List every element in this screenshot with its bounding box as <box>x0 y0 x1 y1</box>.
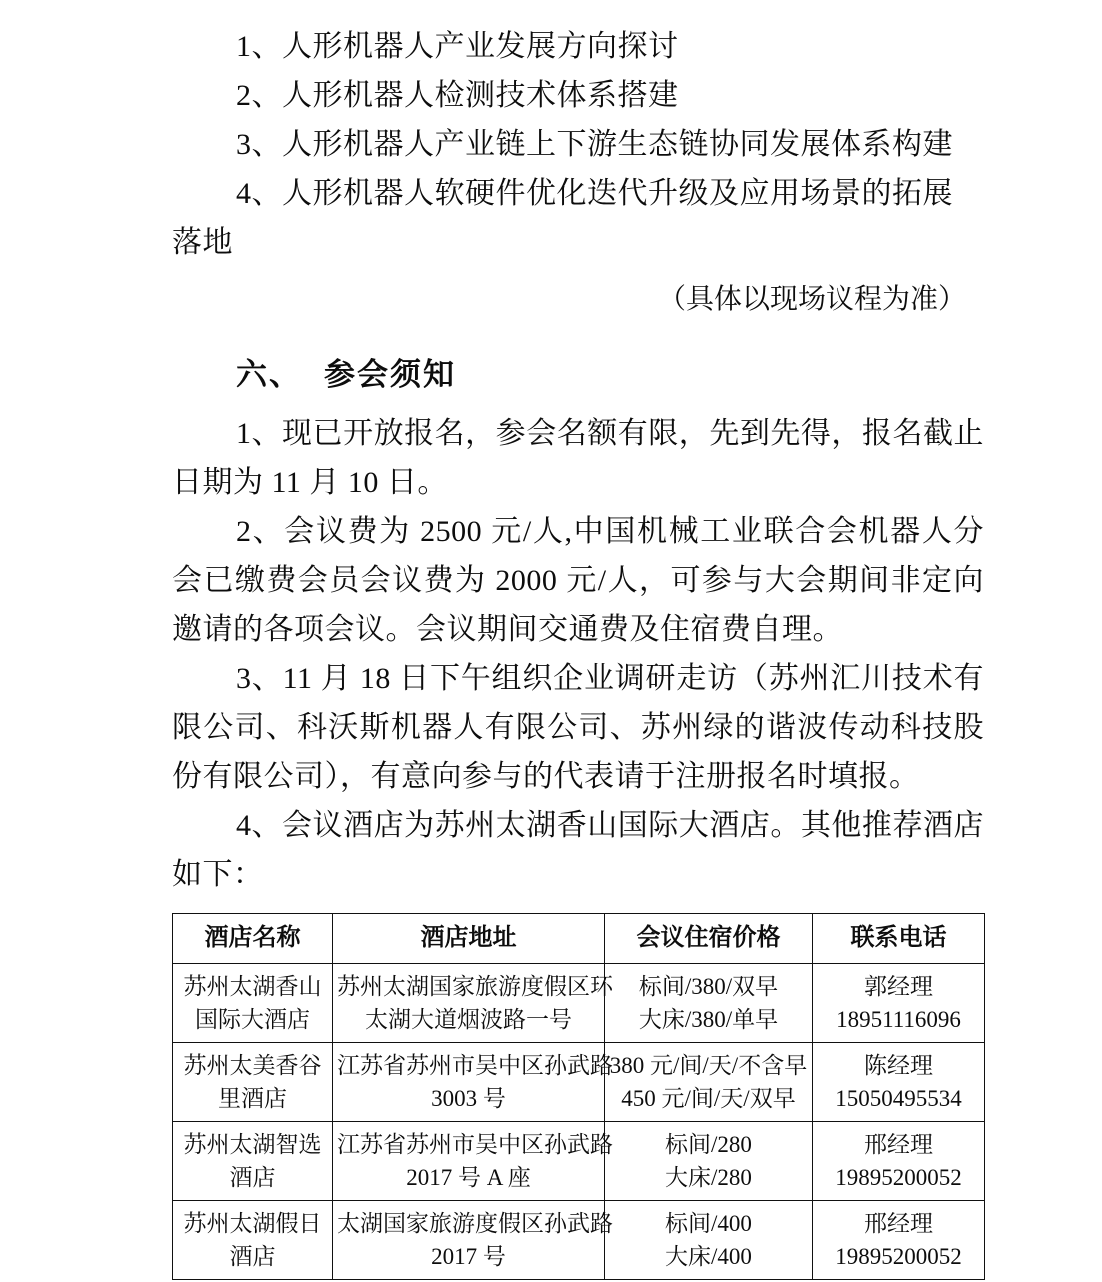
table-header-phone: 联系电话 <box>813 914 985 964</box>
table-row <box>173 964 985 1043</box>
section-number: 六、 <box>236 357 302 392</box>
cell-hotel-address <box>333 1043 613 1122</box>
cell-line: 15050495534 <box>835 1086 962 1111</box>
cell-line: 苏州太湖国家旅游度假区环 <box>337 974 613 999</box>
cell-line: 太湖大道烟波路一号 <box>365 1007 572 1032</box>
notice-item-registration: 1、现已开放报名，参会名额有限，先到先得，报名截止日期为 11 月 10 日。 <box>172 417 984 499</box>
cell-line: 江苏省苏州市吴中区孙武路 <box>337 1053 613 1078</box>
notice-item-hotel: 4、会议酒店为苏州太湖香山国际大酒店。其他推荐酒店如下： <box>172 809 984 891</box>
cell-line: 苏州太美香谷 <box>183 1053 322 1078</box>
agenda-topic-list <box>172 22 984 267</box>
hotel-table <box>172 913 985 1280</box>
cell-line: 邢经理 <box>864 1132 933 1157</box>
notice-list <box>172 409 984 899</box>
cell-hotel-name <box>173 1201 333 1280</box>
cell-price <box>605 1122 813 1201</box>
agenda-topic-item: 4、人形机器人软硬件优化迭代升级及应用场景的拓展 <box>236 177 953 210</box>
cell-line: 大床/400 <box>665 1244 752 1269</box>
table-row <box>173 1122 985 1201</box>
cell-hotel-address <box>333 1201 613 1280</box>
cell-line: 18951116096 <box>836 1007 961 1032</box>
cell-line: 苏州太湖智选 <box>183 1132 322 1157</box>
cell-line: 太湖国家旅游度假区孙武路 <box>337 1211 613 1236</box>
cell-line: 苏州太湖香山 <box>183 974 322 999</box>
agenda-topic-item: 1、人形机器人产业发展方向探讨 <box>236 30 679 63</box>
agenda-topic-item: 2、人形机器人检测技术体系搭建 <box>236 79 679 112</box>
cell-line: 苏州太湖假日 <box>183 1211 322 1236</box>
table-header-row <box>173 914 985 964</box>
cell-line: 大床/280 <box>665 1165 752 1190</box>
cell-line: 大床/380/单早 <box>638 1007 779 1032</box>
table-row <box>173 1043 985 1122</box>
notice-item-visit: 3、11 月 18 日下午组织企业调研走访（苏州汇川技术有限公司、科沃斯机器人有限公司、苏州绿的谐波传动科技股份有限公司），有意向参与的代表请于注册报名时填报。 <box>172 662 984 793</box>
notice-item-fee: 2、会议费为 2500 元/人,中国机械工业联合会机器人分会已缴费会员会议费为 2000 元/人，可参与大会期间非定向邀请的各项会议。会议期间交通费及住宿费自理。 <box>172 515 984 646</box>
cell-line: 标间/400 <box>665 1211 752 1236</box>
agenda-topic-item: 3、人形机器人产业链上下游生态链协同发展体系构建 <box>236 128 953 161</box>
cell-line: 酒店 <box>229 1165 276 1190</box>
cell-hotel-address <box>333 1122 613 1201</box>
cell-line: 陈经理 <box>864 1053 933 1078</box>
table-header-price: 会议住宿价格 <box>605 914 813 964</box>
cell-hotel-name <box>173 1122 333 1201</box>
cell-price <box>605 964 813 1043</box>
cell-contact <box>813 1043 985 1122</box>
agenda-note: （具体以现场议程为准） <box>657 284 966 315</box>
agenda-topic-item-continuation: 落地 <box>172 226 233 259</box>
cell-hotel-name <box>173 964 333 1043</box>
cell-price <box>605 1201 813 1280</box>
section-heading <box>172 349 984 401</box>
cell-line: 郭经理 <box>864 974 933 999</box>
section-title: 参会须知 <box>324 357 456 392</box>
cell-line: 酒店 <box>229 1244 276 1269</box>
cell-hotel-address <box>333 964 613 1043</box>
table-header-hotel-address: 酒店地址 <box>333 914 605 964</box>
cell-line: 380 元/间/天/不含早 <box>609 1053 808 1078</box>
cell-line: 19895200052 <box>835 1165 962 1190</box>
cell-contact <box>813 1122 985 1201</box>
hotel-table-wrapper <box>172 913 984 1269</box>
cell-line: 2017 号 <box>431 1244 506 1269</box>
cell-line: 江苏省苏州市吴中区孙武路 <box>337 1132 613 1157</box>
cell-contact <box>813 964 985 1043</box>
cell-line: 邢经理 <box>864 1211 933 1236</box>
cell-line: 国际大酒店 <box>195 1007 310 1032</box>
table-header-hotel-name: 酒店名称 <box>173 914 333 964</box>
cell-line: 19895200052 <box>835 1244 962 1269</box>
table-row <box>173 1201 985 1280</box>
cell-hotel-name <box>173 1043 333 1122</box>
cell-line: 标间/280 <box>665 1132 752 1157</box>
cell-line: 里酒店 <box>218 1086 287 1111</box>
document-body <box>172 22 984 1269</box>
cell-line: 标间/380/双早 <box>638 974 779 999</box>
cell-price <box>605 1043 813 1122</box>
cell-line: 3003 号 <box>431 1086 506 1111</box>
cell-line: 450 元/间/天/双早 <box>621 1086 796 1111</box>
cell-contact <box>813 1201 985 1280</box>
cell-line: 2017 号 A 座 <box>406 1165 531 1190</box>
